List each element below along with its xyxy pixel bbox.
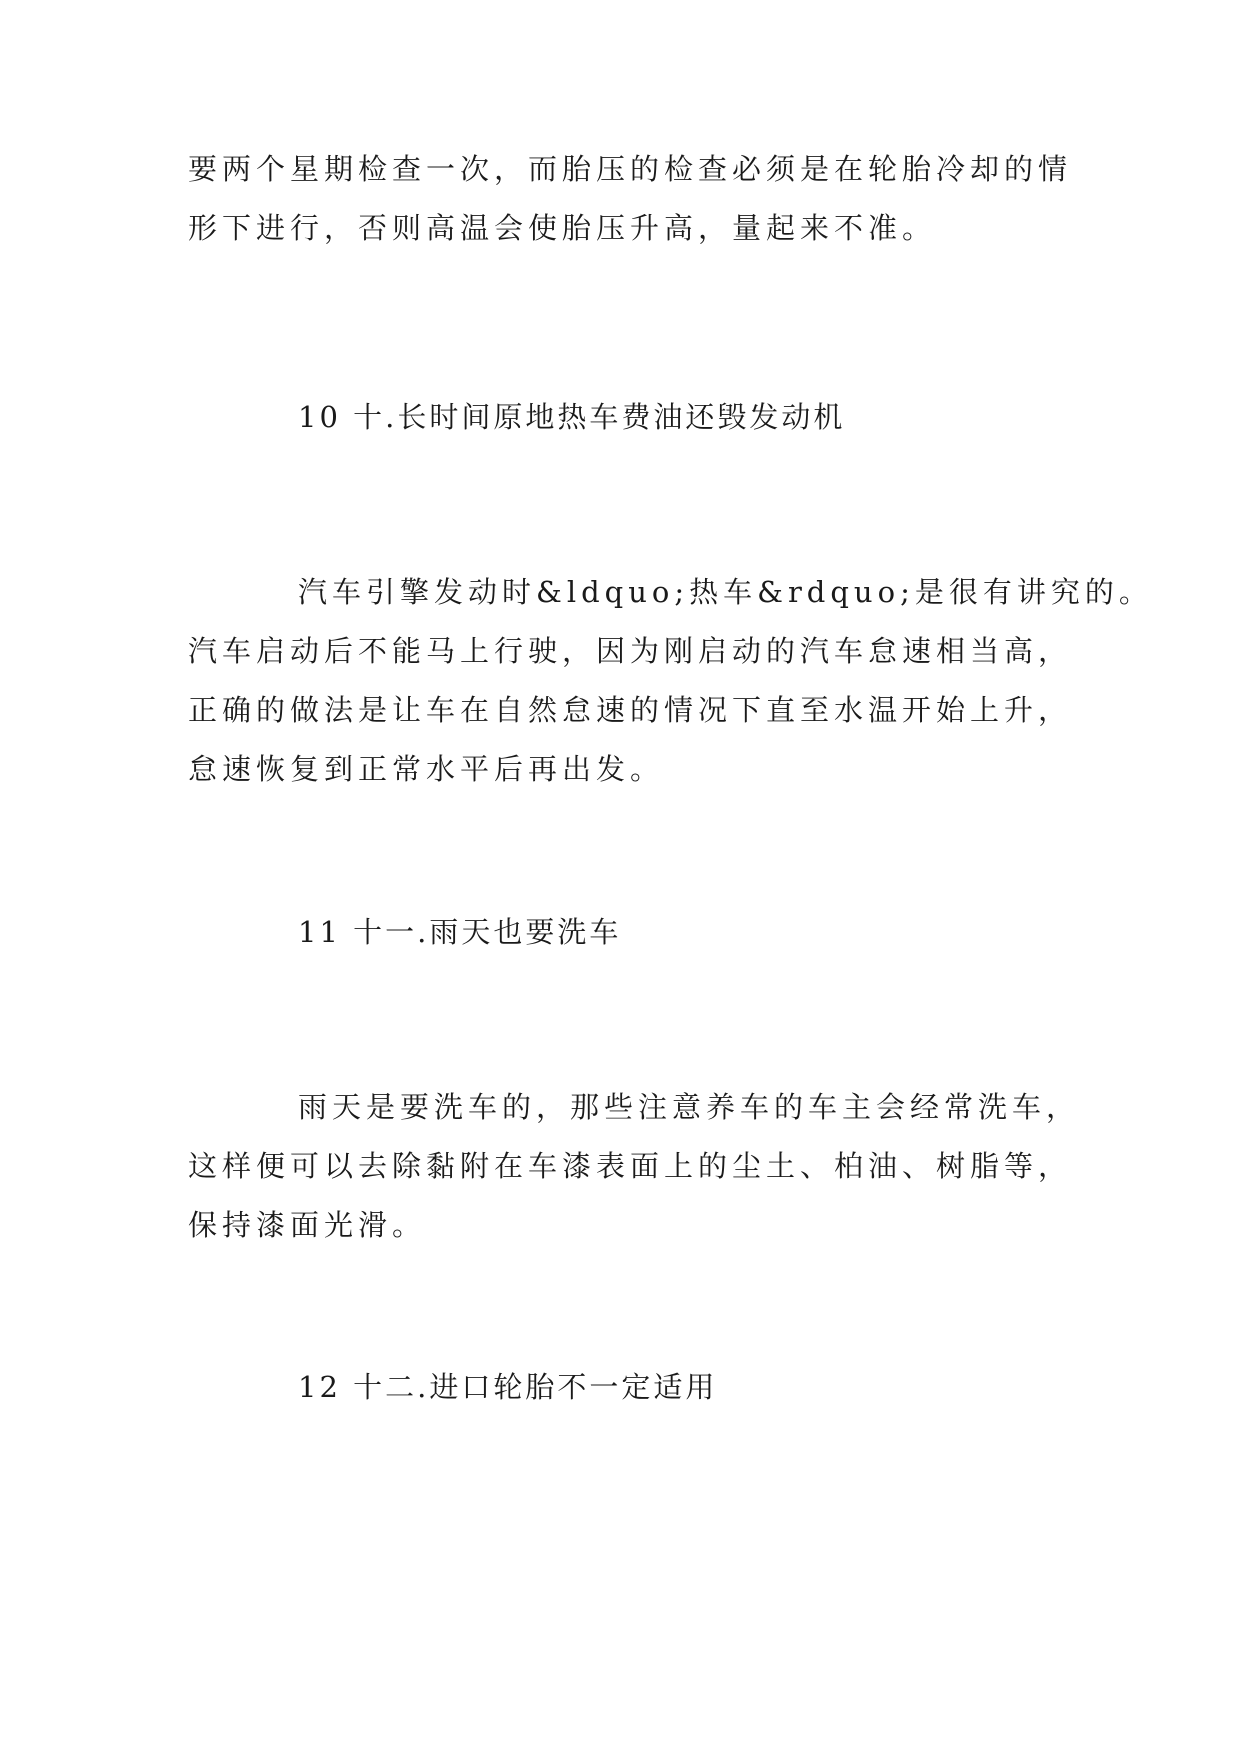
section-heading-12: 12 十二.进口轮胎不一定适用 xyxy=(298,1370,718,1404)
text-line: 怠速恢复到正常水平后再出发。 xyxy=(188,752,665,786)
section-heading-11: 11 十一.雨天也要洗车 xyxy=(298,915,622,949)
text-line: 汽车启动后不能马上行驶，因为刚启动的汽车怠速相当高， xyxy=(188,634,1073,668)
paragraph-rain-wash xyxy=(188,1078,1081,1255)
text-line: 正确的做法是让车在自然怠速的情况下直至水温开始上升， xyxy=(188,693,1073,727)
text-line: 这样便可以去除黏附在车漆表面上的尘土、柏油、树脂等， xyxy=(188,1149,1073,1183)
text-line: 雨天是要洗车的，那些注意养车的车主会经常洗车， xyxy=(298,1090,1081,1124)
text-line: 汽车引擎发动时&ldquo;热车&rdquo;是很有讲究的。 xyxy=(298,575,1153,609)
paragraph-tire-pressure xyxy=(188,140,1073,258)
text-line: 保持漆面光滑。 xyxy=(188,1208,427,1242)
section-heading-10: 10 十.长时间原地热车费油还毁发动机 xyxy=(298,400,846,434)
text-line: 要两个星期检查一次，而胎压的检查必须是在轮胎冷却的情 xyxy=(188,152,1073,186)
text-line: 形下进行，否则高温会使胎压升高，量起来不准。 xyxy=(188,211,937,245)
paragraph-warm-up xyxy=(188,563,1153,799)
